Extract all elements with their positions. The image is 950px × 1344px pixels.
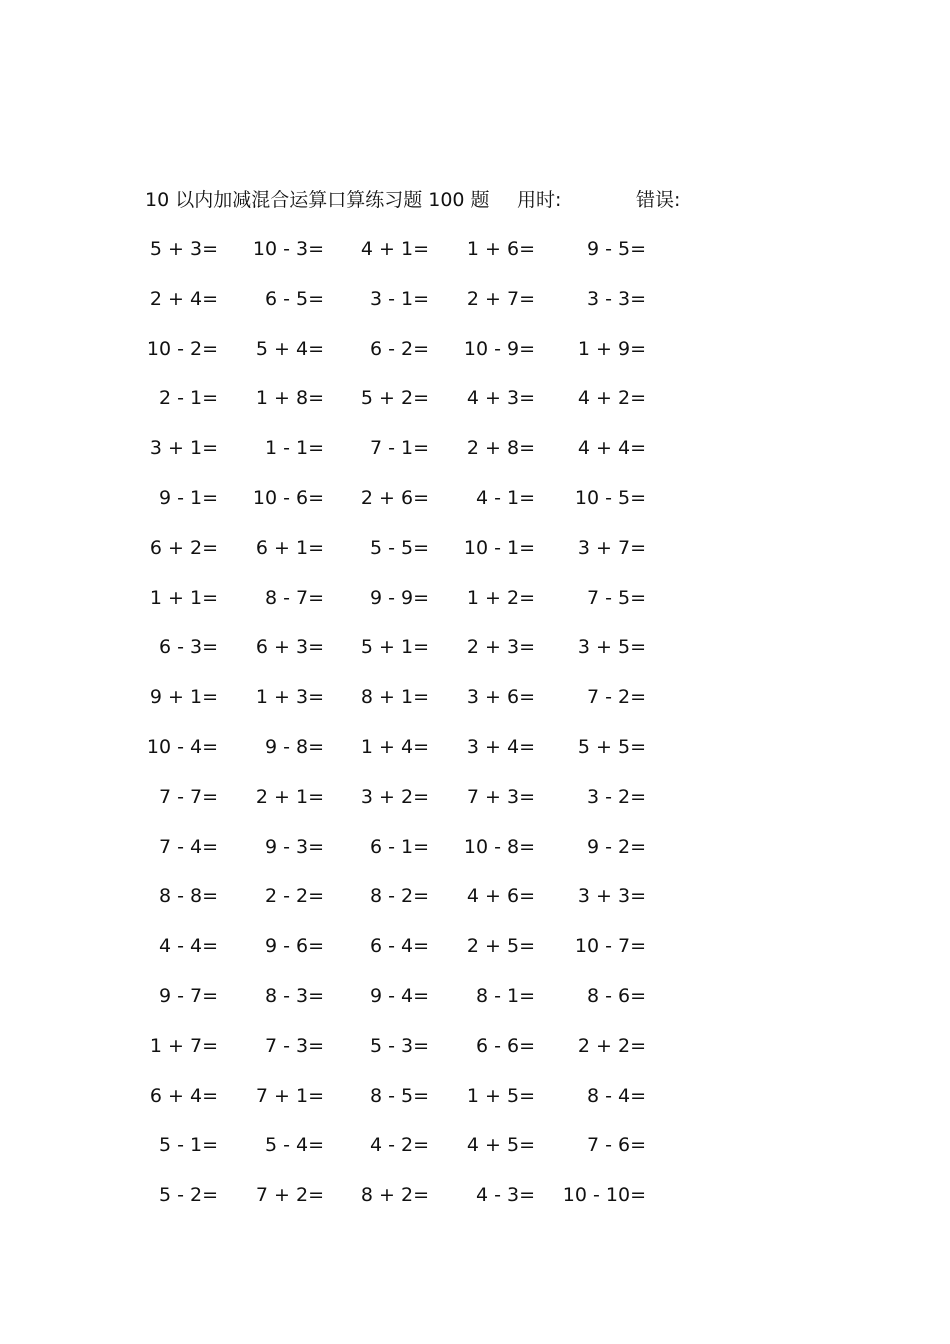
math-problem: 9 - 9=: [369, 586, 429, 609]
math-problem: 4 + 2=: [577, 387, 646, 410]
math-problem: 3 - 3=: [586, 287, 646, 310]
problem-row: [0, 1032, 950, 1082]
math-problem: 3 + 6=: [466, 686, 535, 709]
problem-row: [0, 1082, 950, 1132]
math-problem: 5 - 2=: [158, 1184, 218, 1207]
math-problem: 6 - 6=: [475, 1034, 535, 1057]
math-problem: 10 - 10=: [562, 1184, 646, 1207]
math-problem: 6 - 2=: [369, 337, 429, 360]
math-problem: 9 - 7=: [158, 984, 218, 1007]
math-problem: 10 - 7=: [574, 935, 646, 958]
math-problem: 9 + 1=: [149, 686, 218, 709]
math-problem: 7 - 4=: [158, 835, 218, 858]
math-problem: 9 - 5=: [586, 238, 646, 260]
problem-row: [0, 833, 950, 883]
math-problem: 4 + 5=: [466, 1134, 535, 1157]
math-problem: 3 + 3=: [577, 885, 646, 908]
math-problem: 4 - 3=: [475, 1184, 535, 1207]
math-problem: 4 + 3=: [466, 387, 535, 410]
math-problem: 4 + 1=: [360, 238, 429, 260]
math-problem: 10 - 9=: [463, 337, 535, 360]
math-problem: 1 + 7=: [149, 1034, 218, 1057]
math-problem: 4 - 1=: [475, 486, 535, 509]
problem-row: [0, 285, 950, 335]
problem-row: [0, 534, 950, 584]
math-problem: 8 - 2=: [369, 885, 429, 908]
problem-row: [0, 932, 950, 982]
error-label: 错误:: [636, 189, 681, 211]
math-problem: 3 + 5=: [577, 636, 646, 659]
math-problem: 4 - 2=: [369, 1134, 429, 1157]
math-problem: 2 + 8=: [466, 437, 535, 460]
math-problem: 1 + 3=: [255, 686, 324, 709]
math-problem: 4 - 4=: [158, 935, 218, 958]
math-problem: 9 - 6=: [264, 935, 324, 958]
problem-row: [0, 384, 950, 434]
math-problem: 8 + 1=: [360, 686, 429, 709]
math-problem: 9 - 2=: [586, 835, 646, 858]
math-problem: 2 + 6=: [360, 486, 429, 509]
problem-grid: [0, 235, 950, 1231]
math-problem: 10 - 5=: [574, 486, 646, 509]
math-problem: 6 + 3=: [255, 636, 324, 659]
math-problem: 2 + 3=: [466, 636, 535, 659]
math-problem: 7 + 1=: [255, 1084, 324, 1107]
math-problem: 6 + 1=: [255, 536, 324, 559]
math-problem: 8 - 7=: [264, 586, 324, 609]
problem-row: [0, 1131, 950, 1181]
math-problem: 1 + 2=: [466, 586, 535, 609]
math-problem: 1 - 1=: [264, 437, 324, 460]
math-problem: 2 + 1=: [255, 785, 324, 808]
math-problem: 2 + 7=: [466, 287, 535, 310]
math-problem: 7 - 2=: [586, 686, 646, 709]
math-problem: 2 + 4=: [149, 287, 218, 310]
math-problem: 7 + 3=: [466, 785, 535, 808]
math-problem: 6 - 5=: [264, 287, 324, 310]
math-problem: 3 + 4=: [466, 735, 535, 758]
math-problem: 5 - 4=: [264, 1134, 324, 1157]
problem-row: [0, 982, 950, 1032]
math-problem: 6 - 4=: [369, 935, 429, 958]
worksheet-title: 10 以内加减混合运算口算练习题 100 题: [145, 189, 490, 211]
math-problem: 6 - 3=: [158, 636, 218, 659]
math-problem: 1 + 1=: [149, 586, 218, 609]
math-problem: 7 - 1=: [369, 437, 429, 460]
math-problem: 4 + 6=: [466, 885, 535, 908]
math-problem: 3 - 1=: [369, 287, 429, 310]
math-problem: 7 + 2=: [255, 1184, 324, 1207]
math-problem: 5 + 3=: [149, 238, 218, 260]
math-problem: 3 + 7=: [577, 536, 646, 559]
math-problem: 8 - 5=: [369, 1084, 429, 1107]
math-problem: 6 + 4=: [149, 1084, 218, 1107]
math-problem: 5 + 2=: [360, 387, 429, 410]
math-problem: 10 - 3=: [252, 238, 324, 260]
math-problem: 2 + 2=: [577, 1034, 646, 1057]
math-problem: 5 - 5=: [369, 536, 429, 559]
math-problem: 7 - 6=: [586, 1134, 646, 1157]
math-problem: 3 - 2=: [586, 785, 646, 808]
math-problem: 1 + 5=: [466, 1084, 535, 1107]
problem-row: [0, 633, 950, 683]
math-problem: 7 - 5=: [586, 586, 646, 609]
math-problem: 8 - 8=: [158, 885, 218, 908]
math-problem: 9 - 3=: [264, 835, 324, 858]
problem-row: [0, 882, 950, 932]
math-problem: 6 - 1=: [369, 835, 429, 858]
math-problem: 9 - 4=: [369, 984, 429, 1007]
problem-row: [0, 733, 950, 783]
problem-row: [0, 335, 950, 385]
math-problem: 8 - 1=: [475, 984, 535, 1007]
math-problem: 1 + 9=: [577, 337, 646, 360]
problem-row: [0, 235, 950, 285]
math-problem: 10 - 4=: [146, 735, 218, 758]
math-problem: 2 + 5=: [466, 935, 535, 958]
problem-row: [0, 683, 950, 733]
math-problem: 8 - 4=: [586, 1084, 646, 1107]
math-problem: 1 + 8=: [255, 387, 324, 410]
math-problem: 7 - 7=: [158, 785, 218, 808]
math-problem: 3 + 1=: [149, 437, 218, 460]
math-problem: 5 + 4=: [255, 337, 324, 360]
math-problem: 1 + 4=: [360, 735, 429, 758]
math-problem: 5 + 1=: [360, 636, 429, 659]
math-problem: 1 + 6=: [466, 238, 535, 260]
problem-row: [0, 434, 950, 484]
math-problem: 8 + 2=: [360, 1184, 429, 1207]
math-problem: 10 - 1=: [463, 536, 535, 559]
math-problem: 6 + 2=: [149, 536, 218, 559]
math-problem: 7 - 3=: [264, 1034, 324, 1057]
problem-row: [0, 1181, 950, 1231]
problem-row: [0, 484, 950, 534]
math-problem: 5 - 1=: [158, 1134, 218, 1157]
problem-row: [0, 584, 950, 634]
math-problem: 5 + 5=: [577, 735, 646, 758]
math-problem: 8 - 6=: [586, 984, 646, 1007]
math-problem: 8 - 3=: [264, 984, 324, 1007]
time-label: 用时:: [517, 189, 562, 211]
problem-row: [0, 783, 950, 833]
math-problem: 5 - 3=: [369, 1034, 429, 1057]
math-problem: 4 + 4=: [577, 437, 646, 460]
math-problem: 3 + 2=: [360, 785, 429, 808]
math-problem: 2 - 1=: [158, 387, 218, 410]
math-problem: 10 - 8=: [463, 835, 535, 858]
math-problem: 9 - 1=: [158, 486, 218, 509]
math-problem: 10 - 2=: [146, 337, 218, 360]
math-problem: 2 - 2=: [264, 885, 324, 908]
math-problem: 9 - 8=: [264, 735, 324, 758]
math-problem: 10 - 6=: [252, 486, 324, 509]
